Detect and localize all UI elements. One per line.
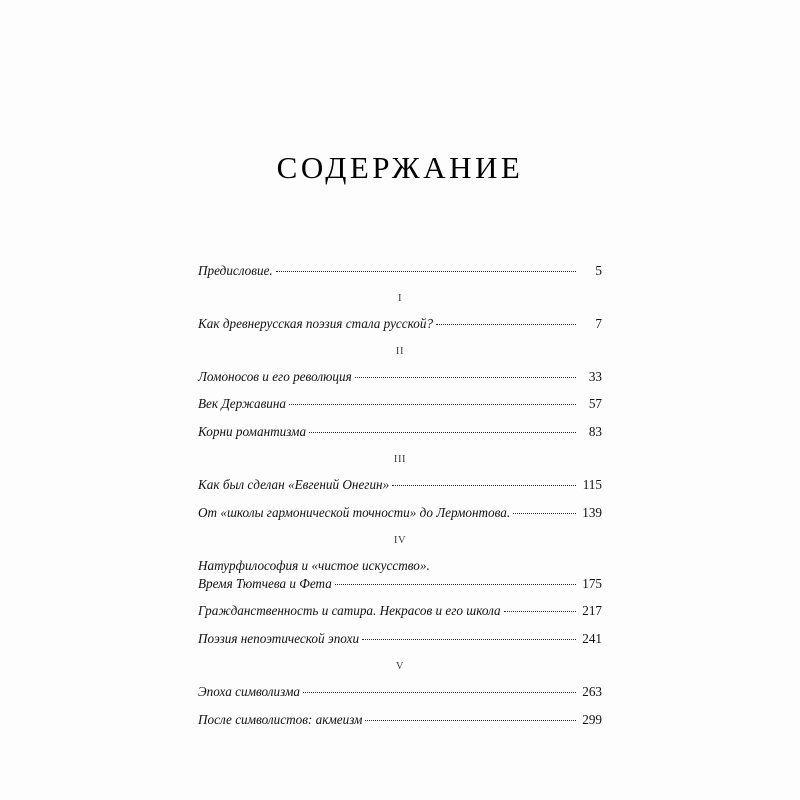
toc-entry-title: Предисловие. bbox=[198, 263, 273, 278]
toc-list bbox=[198, 186, 602, 729]
toc-entry-derzhavin[interactable] bbox=[198, 395, 602, 413]
toc-leader bbox=[436, 324, 576, 325]
toc-entry-title: От «школы гармонической точности» до Лермонтова. bbox=[198, 504, 511, 520]
page-title: СОДЕРЖАНИЕ bbox=[276, 150, 524, 185]
toc-entry-old-russian-poetry[interactable] bbox=[198, 315, 602, 333]
toc-entry-page: 7 bbox=[595, 315, 602, 331]
toc-entry-title: Эпоха символизма bbox=[198, 683, 300, 699]
toc-leader bbox=[392, 485, 576, 486]
toc-entry-title: Корни романтизма bbox=[198, 424, 307, 440]
toc-entry-onegin[interactable] bbox=[198, 476, 602, 494]
toc-entry-unpoetic-era[interactable] bbox=[198, 630, 602, 648]
toc-entry-title-line1: Натурфилософия и «чистое искусство». bbox=[198, 557, 430, 573]
toc-entry-title: Век Державина bbox=[198, 396, 287, 412]
toc-entry-harmonic-school[interactable] bbox=[198, 504, 602, 522]
toc-entry-lomonosov[interactable] bbox=[198, 368, 602, 386]
toc-entry-page: 5 bbox=[595, 263, 602, 278]
toc-entry-page: 241 bbox=[582, 631, 602, 647]
toc-entry-page: 299 bbox=[582, 711, 602, 727]
toc-entry-title: После символистов: акмеизм bbox=[198, 711, 363, 727]
toc-leader bbox=[289, 404, 576, 405]
toc-leader bbox=[303, 692, 576, 693]
toc-leader bbox=[309, 432, 576, 433]
toc-leader bbox=[365, 720, 576, 721]
toc-entry-naturphilosophy[interactable] bbox=[198, 557, 602, 593]
toc-entry-title: Поэзия непоэтической эпохи bbox=[198, 631, 360, 647]
toc-leader bbox=[504, 611, 576, 612]
toc-entry-page: 175 bbox=[582, 575, 602, 591]
toc-leader bbox=[276, 271, 576, 272]
toc-leader bbox=[355, 377, 576, 378]
toc-entry-page: 115 bbox=[582, 477, 602, 493]
toc-entry-page: 263 bbox=[582, 683, 602, 699]
toc-section-label-i: I bbox=[397, 292, 403, 304]
toc-entry-romanticism-roots[interactable] bbox=[198, 423, 602, 441]
toc-section-label-iv: IV bbox=[393, 534, 407, 546]
toc-entry-page: 83 bbox=[588, 424, 602, 440]
toc-leader bbox=[362, 639, 576, 640]
toc-entry-symbolism[interactable] bbox=[198, 683, 602, 701]
toc-entry-page: 57 bbox=[588, 396, 602, 412]
toc-entry-preface[interactable] bbox=[198, 262, 602, 280]
toc-entry-page: 217 bbox=[582, 603, 602, 619]
toc-leader bbox=[335, 584, 576, 585]
toc-section-label-iii: III bbox=[393, 454, 407, 466]
toc-entry-page: 33 bbox=[588, 368, 602, 384]
toc-entry-page: 139 bbox=[582, 504, 602, 520]
toc-section-label-v: V bbox=[395, 660, 405, 672]
toc-entry-title: Как был сделан «Евгений Онегин» bbox=[198, 477, 390, 493]
toc-leader bbox=[513, 513, 576, 514]
toc-entry-title: Как древнерусская поэзия стала русской? bbox=[198, 315, 434, 331]
toc-section-label-ii: II bbox=[395, 345, 405, 357]
toc-entry-acmeism[interactable] bbox=[198, 711, 602, 729]
toc-entry-title: Ломоносов и его революция bbox=[198, 368, 352, 384]
toc-entry-nekrasov[interactable] bbox=[198, 602, 602, 620]
toc-entry-title-line2: Время Тютчева и Фета bbox=[198, 575, 332, 591]
toc-entry-title: Гражданственность и сатира. Некрасов и его школа bbox=[198, 603, 501, 619]
